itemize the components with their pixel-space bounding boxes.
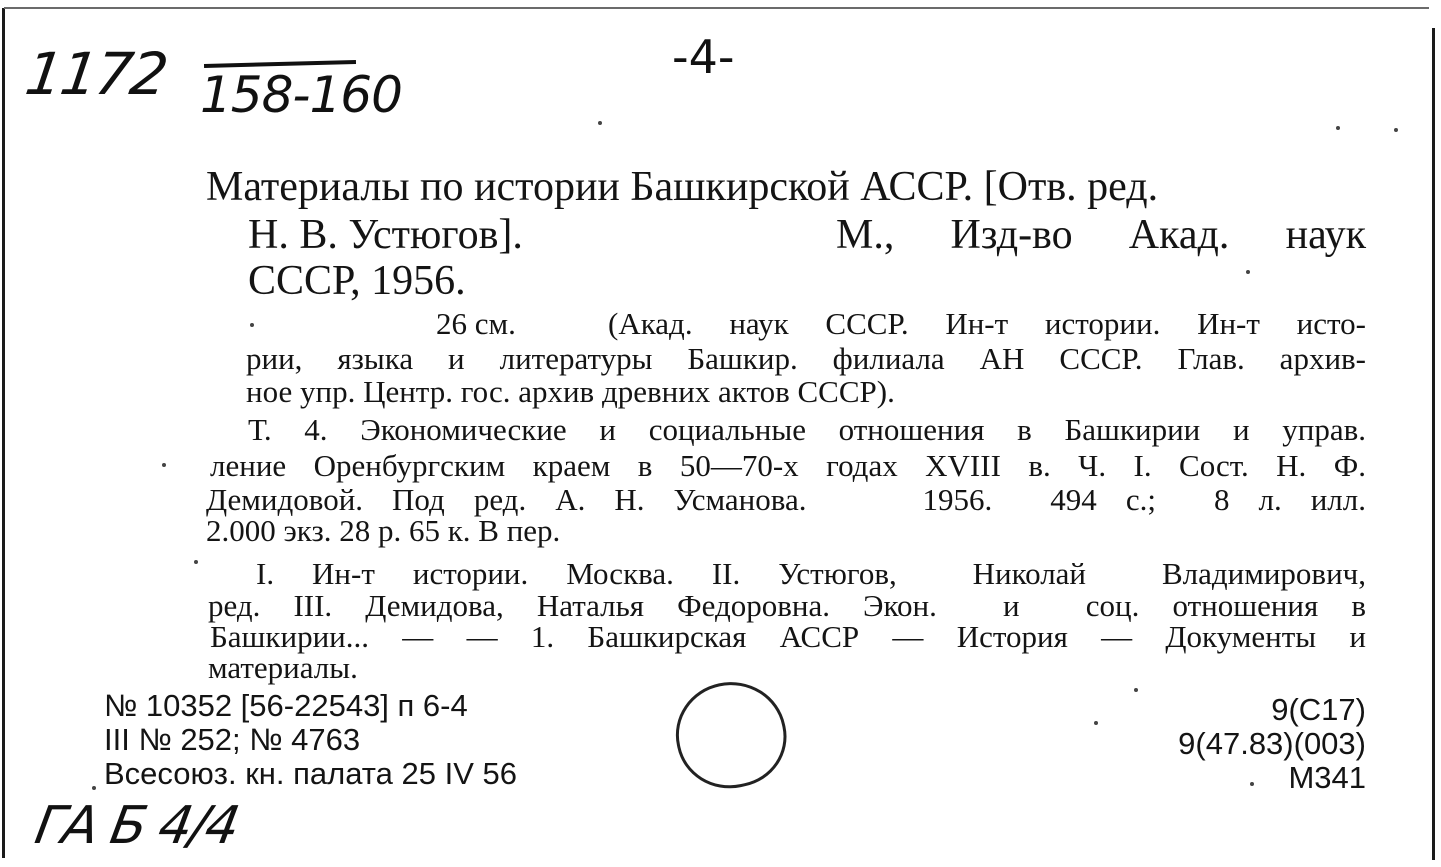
handwritten-page-range: 158-160 (200, 66, 402, 124)
volume-line-3: Демидовой. Под ред. А. Н. Усманова. 1956. 494 с.; 8 л. илл. (206, 482, 1366, 517)
series-line-1: (Акад. наук СССР. Ин-т истории. Ин-т исто- (608, 306, 1366, 341)
scan-speck (250, 323, 254, 327)
handwritten-shelfmark: ГА Б 4/4 (30, 796, 243, 856)
title-line-1: Материалы по истории Башкирской АССР. [Отв. ред. (206, 164, 1159, 210)
card-left-border (2, 8, 5, 858)
scan-speck (1336, 126, 1340, 130)
volume-line-1: Т. 4. Экономические и социальные отношения в Башкирии и управ. (248, 412, 1366, 447)
series-registration: III № 252; № 4763 (104, 722, 361, 757)
handwritten-folio-number: -4- (672, 30, 735, 84)
tracing-line-1: I. Ин-т истории. Москва. II. Устюгов, Николай Владимирович, (256, 556, 1366, 591)
registration-number: № 10352 [56-22543] п 6-4 (104, 688, 468, 723)
scan-speck (1246, 270, 1250, 274)
card-right-border (1432, 28, 1435, 860)
chamber-stamp: Всесоюз. кн. палата 25 IV 56 (104, 756, 517, 791)
title-line-3: СССР, 1956. (248, 258, 466, 304)
scan-speck (1250, 782, 1254, 786)
handwritten-inventory-number: 1172 (21, 40, 171, 108)
classification-code: 9(С17) (1271, 692, 1366, 727)
title-line-2: Н. В. Устюгов]. (248, 212, 523, 258)
scan-speck (1394, 128, 1398, 132)
scan-speck (92, 786, 96, 790)
oval-stamp-mark (666, 672, 796, 799)
scan-speck (162, 463, 166, 467)
classification-subcode: 9(47.83)(003) (1178, 726, 1366, 761)
volume-line-2: ление Оренбургским краем в 50—70-х годах XVIII в. Ч. I. Сост. Н. Ф. (210, 448, 1366, 483)
physical-size: 26 см. (436, 306, 516, 341)
scan-speck (194, 560, 198, 564)
card-top-border (4, 7, 1429, 9)
series-line-2: рии, языка и литературы Башкир. филиала АН СССР. Глав. архив- (246, 341, 1366, 376)
scan-speck (1094, 721, 1098, 725)
imprint-publisher: М., Изд-во Акад. наук (836, 212, 1366, 258)
scan-speck (1134, 688, 1138, 692)
tracing-line-3: Башкирии... — — 1. Башкирская АССР — История — Документы и (210, 619, 1366, 654)
author-mark: М341 (1288, 760, 1366, 795)
tracing-line-4: материалы. (208, 650, 358, 685)
volume-line-4: 2.000 экз. 28 р. 65 к. В пер. (206, 513, 561, 548)
series-line-3: ное упр. Центр. гос. архив древних актов СССР). (246, 374, 895, 409)
tracing-line-2: ред. III. Демидова, Наталья Федоровна. Экон. и соц. отношения в (208, 588, 1366, 623)
scan-speck (598, 121, 602, 125)
